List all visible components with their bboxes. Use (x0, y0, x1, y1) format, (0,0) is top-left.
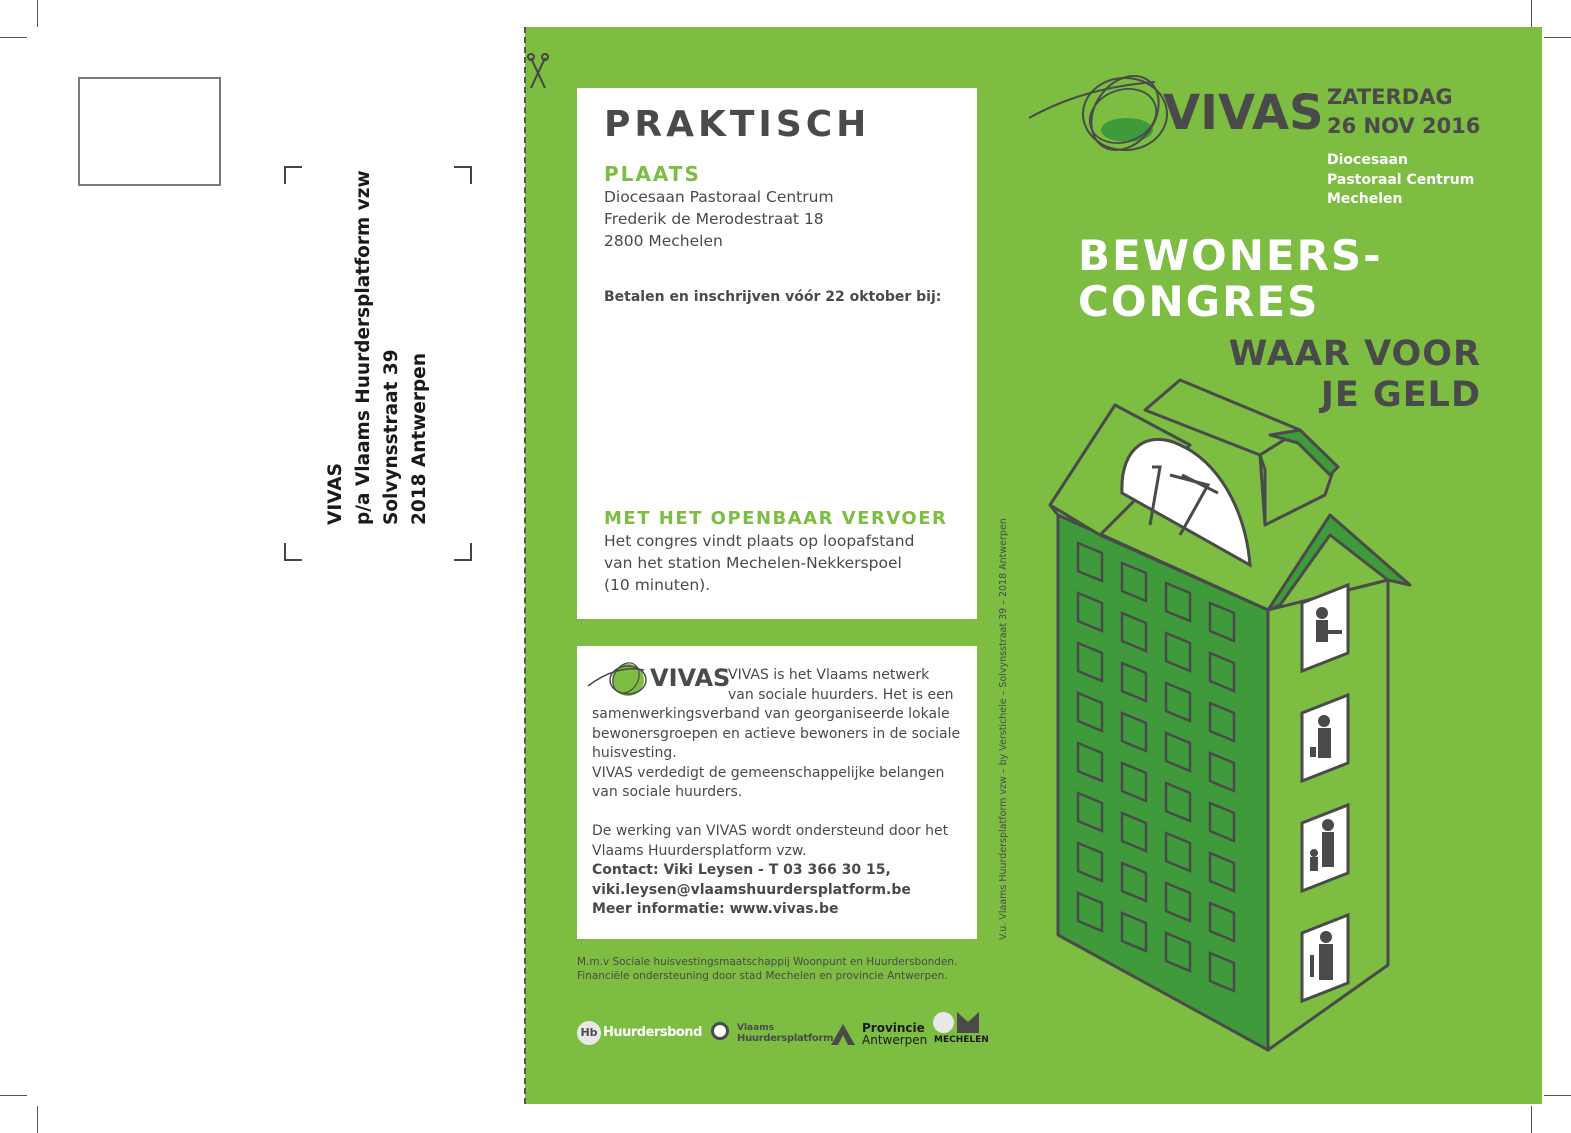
mechelen-text: MECHELEN (934, 1035, 989, 1045)
huurdersbond-mark: Hb (577, 1021, 601, 1045)
provincie-text-2: Antwerpen (862, 1033, 928, 1047)
betalen-text: Betalen en inschrijven vóór 22 oktober bij: (604, 289, 942, 305)
title-line: CONGRES (1078, 277, 1320, 326)
crop-mark (1544, 1095, 1571, 1096)
provincie-logo (829, 1020, 928, 1048)
crop-mark (37, 0, 38, 27)
plaats-heading: PLAATS (604, 162, 701, 186)
about-line: bewonersgroepen en actieve bewoners in de sociale (592, 725, 961, 742)
vivas-logo-large (1025, 68, 1175, 163)
address-line: Solvynsstraat 39 (381, 349, 402, 525)
vhp-logo (711, 1020, 834, 1048)
about-line: De werking van VIVAS wordt ondersteund door het (592, 823, 949, 839)
event-venue (1327, 151, 1474, 210)
about-line: VIVAS is het Vlaams netwerk (728, 667, 930, 683)
mechelen-logo (933, 1012, 989, 1048)
address-corner (454, 166, 472, 184)
venue-line: Diocesaan (1327, 152, 1409, 168)
vervoer-text (604, 530, 914, 596)
scissors-icon (527, 52, 553, 92)
plaats-line: Diocesaan Pastoraal Centrum (604, 188, 834, 206)
venue-line: Mechelen (1327, 191, 1403, 207)
provincie-text-1: Provincie (862, 1021, 925, 1035)
crop-mark (1531, 0, 1532, 27)
event-date (1327, 83, 1480, 141)
vervoer-line: van het station Mechelen-Nekkerspoel (604, 554, 902, 572)
coin-icon (1122, 439, 1250, 565)
subtitle-line: JE GELD (1320, 375, 1481, 415)
provincie-icon (829, 1022, 857, 1046)
date-full: 26 NOV 2016 (1327, 114, 1481, 138)
mechelen-circle (933, 1012, 954, 1033)
vu-text: V.u. Vlaams Huurdersplatform vzw – by Verstichele – Solvynsstraat 39 – 2018 Antwerpen (998, 518, 1009, 940)
contact-line: Contact: Viki Leysen - T 03 366 30 15, (592, 862, 891, 878)
vervoer-line: Het congres vindt plaats op loopafstand (604, 532, 915, 550)
credits (577, 955, 957, 983)
address-corner (454, 543, 472, 561)
vhp-text-2: Huurdersplatform (737, 1033, 834, 1044)
huurdersbond-text: Huurdersbond (603, 1025, 702, 1040)
mailing-address (322, 170, 434, 525)
about-intro (728, 666, 954, 705)
title-line: BEWONERS- (1078, 231, 1383, 280)
vhp-icon (711, 1022, 729, 1040)
praktisch-title: PRAKTISCH (604, 104, 871, 145)
stamp-box (78, 77, 221, 186)
vervoer-line: (10 minuten). (604, 576, 711, 594)
vhp-text-1: Vlaams (737, 1023, 774, 1033)
mechelen-m-icon (957, 1012, 979, 1033)
credits-line: Financiële ondersteuning door stad Mechelen en provincie Antwerpen. (577, 970, 948, 982)
credits-line: M.m.v Sociale huisvestingsmaatschappij Woonpunt en Huurdersbonden. (577, 956, 958, 968)
about-line: van sociale huurders. Het is een (728, 686, 954, 703)
event-title (1078, 233, 1383, 325)
crop-mark (1544, 37, 1571, 38)
address-corner (284, 166, 302, 184)
vervoer-heading: MET HET OPENBAAR VERVOER (604, 508, 948, 529)
about-line: VIVAS verdedigt de gemeenschappelijke belangen (592, 764, 945, 781)
cut-line (524, 27, 526, 1104)
crop-mark (0, 1095, 27, 1096)
about-line: huisvesting. (592, 745, 677, 761)
address-line: p/a Vlaams Huurdersplatform vzw (353, 170, 374, 525)
about-line: samenwerkingsverband van georganiseerde lokale (592, 706, 950, 722)
huurdersbond-logo (577, 1020, 702, 1046)
vivas-logo-small (586, 658, 656, 702)
plaats-address (604, 186, 834, 252)
contact-email[interactable]: viki.leysen@vlaamshuurdersplatform.be (592, 881, 911, 898)
vivas-logo-text: VIVAS (650, 664, 731, 692)
about-line: van sociale huurders. (592, 784, 743, 800)
address-line: VIVAS (325, 463, 346, 525)
building-illustration (1040, 375, 1420, 1060)
about-body (592, 705, 960, 920)
about-line: Vlaams Huurdersplatform vzw. (592, 842, 807, 859)
crop-mark (0, 37, 27, 38)
date-day: ZATERDAG (1327, 85, 1453, 109)
plaats-line: Frederik de Merodestraat 18 (604, 210, 824, 228)
cover-logo-text: VIVAS (1163, 85, 1324, 141)
contact-website[interactable]: Meer informatie: www.vivas.be (592, 901, 839, 917)
address-line: 2018 Antwerpen (409, 353, 430, 525)
venue-line: Pastoraal Centrum (1327, 171, 1475, 188)
crop-mark (1531, 1106, 1532, 1133)
subtitle-line: WAAR VOOR (1228, 334, 1481, 374)
plaats-line: 2800 Mechelen (604, 232, 723, 250)
crop-mark (37, 1106, 38, 1133)
address-corner (284, 543, 302, 561)
